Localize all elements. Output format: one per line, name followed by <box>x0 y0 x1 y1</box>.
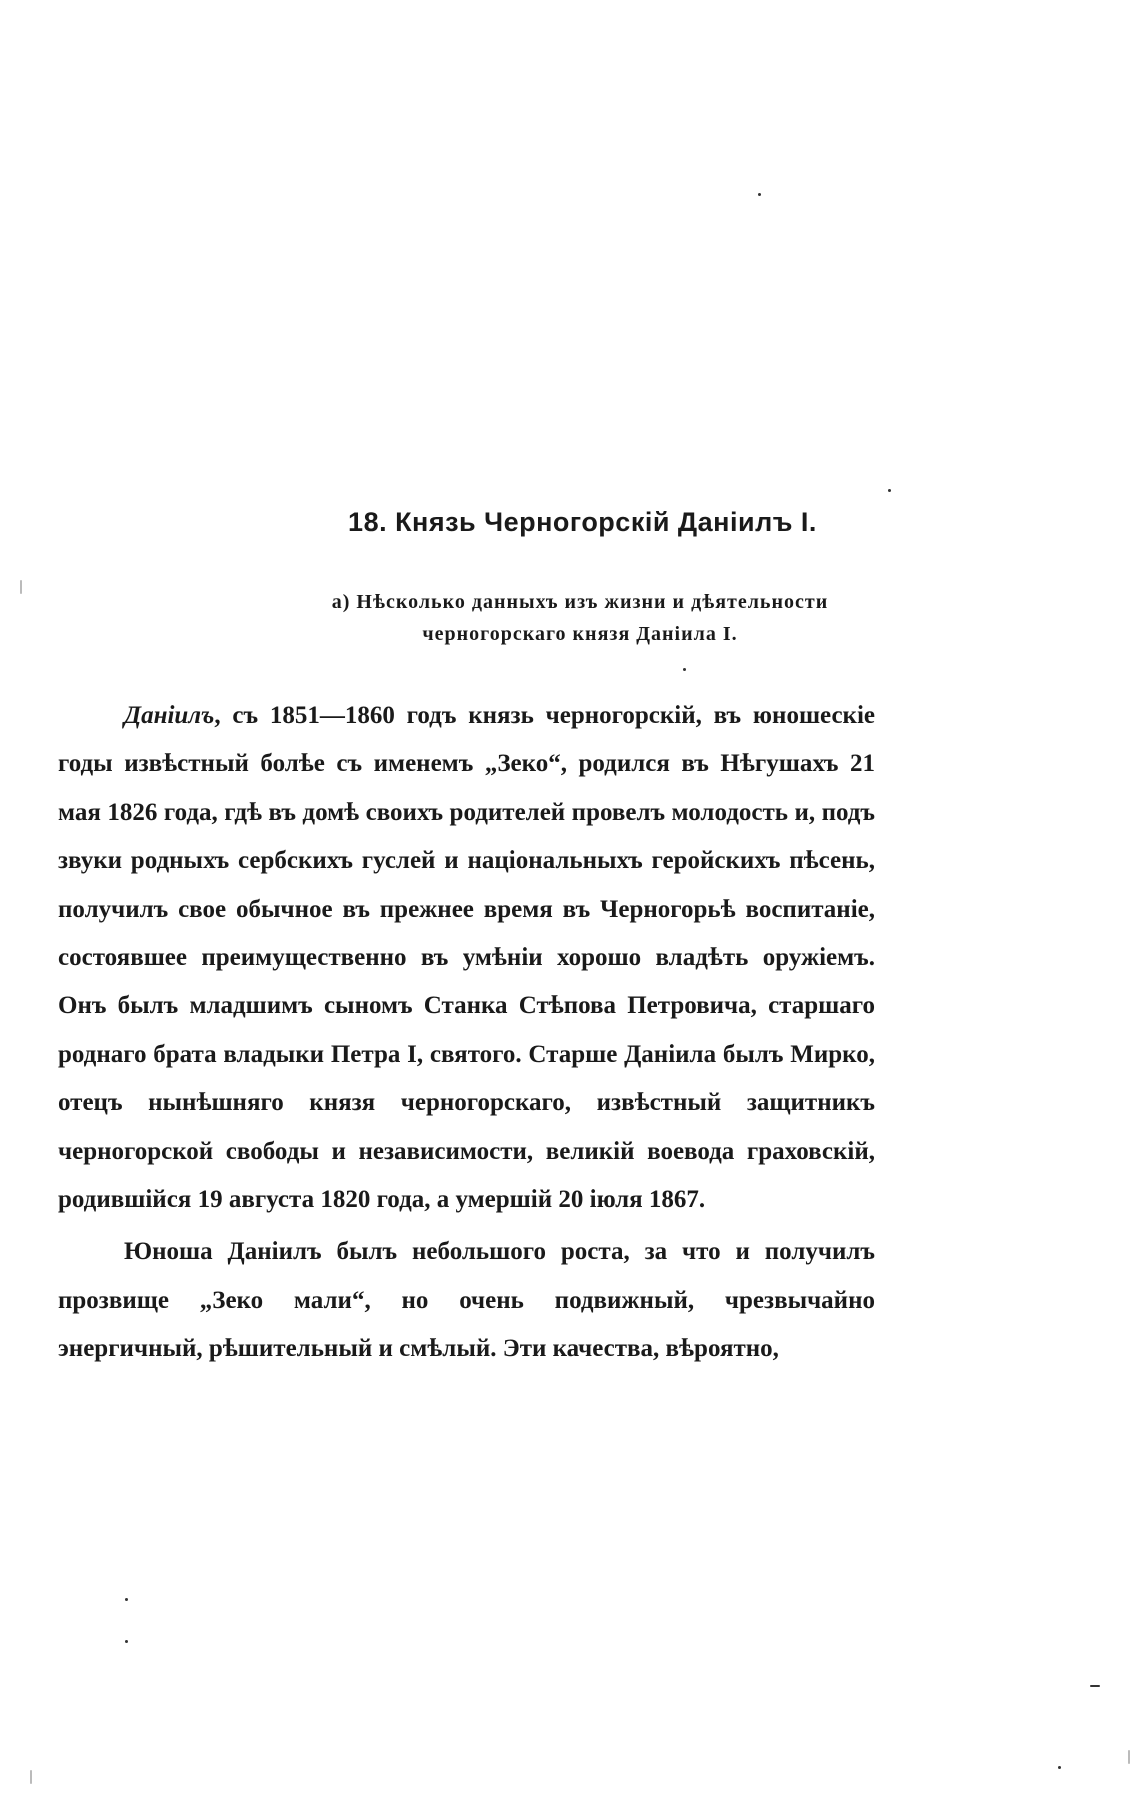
scan-speck <box>125 1640 128 1643</box>
subtitle-line-2: черногорскаго князя Даніила І. <box>422 623 738 645</box>
scan-speck <box>30 1770 32 1784</box>
chapter-title: 18. Князь Черногорскій Даніилъ І. <box>348 507 817 537</box>
scan-speck <box>758 193 761 196</box>
scan-speck <box>683 668 686 671</box>
scan-speck <box>888 489 891 492</box>
lead-name: Даніилъ <box>124 702 215 729</box>
paragraph-1-text: , съ 1851—1860 годъ князь черногорскій, въ юношескіе годы извѣстный болѣе съ именемъ „Зеко“, родился въ Нѣгушахъ 21 мая 1826 года, гдѣ въ домѣ своихъ родителей провелъ молодость и, подъ звуки родныхъ сербскихъ гуслей и національныхъ геройскихъ пѣсень, получилъ свое обычное въ прежнее время въ Черногорьѣ воспитаніе, состоявшее преимущественно въ умѣніи хорошо владѣть оружіемъ. Онъ былъ младшимъ сыномъ Станка Стѣпова Петровича, старшаго роднаго брата владыки Петра І, святого. Старше Даніила былъ Мирко, отецъ нынѣшняго князя черногорскаго, извѣстный защитникъ черногорской свободы и независимости, великій воевода граховскій, родившійся 19 августа 1820 года, а умершій 20 іюля 1867. <box>58 702 875 1214</box>
section-subtitle <box>165 586 995 650</box>
body-text <box>58 692 875 1374</box>
scan-speck <box>125 1598 128 1601</box>
scan-speck <box>20 580 22 594</box>
scan-speck <box>1090 1685 1100 1687</box>
subtitle-line-1: а) Нѣсколько данныхъ изъ жизни и дѣятельности <box>331 591 829 613</box>
paragraph-2: Юноша Даніилъ былъ небольшого роста, за что и получилъ прозвище „Зеко мали“, но очень подвижный, чрезвычайно энергичный, рѣшительный и смѣлый. Эти качества, вѣроятно, <box>58 1238 875 1363</box>
scan-speck <box>1128 1750 1130 1764</box>
scan-speck <box>1058 1766 1061 1769</box>
paragraph-1 <box>58 692 875 1224</box>
